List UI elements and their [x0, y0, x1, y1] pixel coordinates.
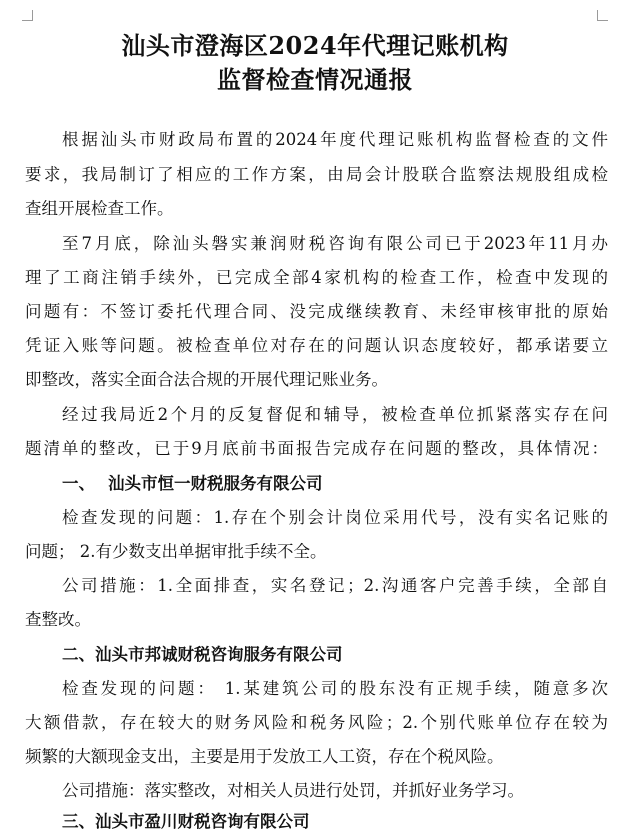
body-line: 大额借款，存在较大的财务风险和税务风险；2.个别代账单位存在较为 [25, 713, 608, 732]
body-line: 检查发现的问题： 1.某建筑公司的股东没有正规手续，随意多次 [62, 679, 608, 698]
body-line: 经过我局近2个月的反复督促和辅导，被检查单位抓紧落实存在问 [62, 405, 608, 424]
body-line: 根据汕头市财政局布置的2024年度代理记账机构监督检查的文件 [62, 130, 608, 149]
body-line: 题清单的整改，已于9月底前书面报告完成存在问题的整改，具体情况： [25, 439, 608, 458]
body-line: 公司措施：落实整改，对相关人员进行处罚，并抓好业务学习。 [62, 781, 524, 800]
page-corner-mark-right [597, 10, 608, 21]
body-line: 即整改，落实全面合法合规的开展代理记账业务。 [25, 370, 388, 389]
section-heading-3 [62, 812, 310, 832]
body-line: 检查发现的问题：1.存在个别会计岗位采用代号，没有实名记账的 [62, 508, 608, 527]
section-number: 二、 [62, 645, 95, 664]
body-line: 至7月底，除汕头磐实兼润财税咨询有限公司已于2023年11月办 [62, 234, 608, 253]
section-number: 一、 [62, 474, 95, 493]
body-line: 要求，我局制订了相应的工作方案，由局会计股联合监察法规股组成检 [25, 165, 608, 184]
section-heading-1 [62, 474, 323, 494]
section-title: 汕头市邦诚财税咨询服务有限公司 [95, 645, 343, 664]
body-line: 查组开展检查工作。 [25, 199, 174, 218]
body-line: 理了工商注销手续外，已完成全部4家机构的检查工作，检查中发现的 [25, 268, 608, 287]
body-line: 公司措施：1.全面排查，实名登记；2.沟通客户完善手续，全部自 [62, 576, 608, 595]
document-title-line-1: 汕头市澄海区2024年代理记账机构 [121, 31, 509, 60]
body-line: 问题； 2.有少数支出单据审批手续不全。 [25, 542, 327, 561]
body-line: 问题有：不签订委托代理合同、没完成继续教育、未经审核审批的原始 [25, 302, 608, 321]
body-line: 频繁的大额现金支出，主要是用于发放工人工资，存在个税风险。 [25, 747, 504, 766]
document-title-line-2: 监督检查情况通报 [217, 65, 413, 94]
page-corner-mark-left [22, 10, 33, 21]
section-title: 汕头市恒一财税服务有限公司 [108, 474, 323, 493]
body-line: 查整改。 [25, 610, 91, 629]
section-number: 三、 [62, 812, 95, 831]
section-heading-2 [62, 645, 343, 665]
body-line: 凭证入账等问题。被检查单位对存在的问题认识态度较好，都承诺要立 [25, 336, 608, 355]
section-title: 汕头市盈川财税咨询有限公司 [95, 812, 310, 831]
